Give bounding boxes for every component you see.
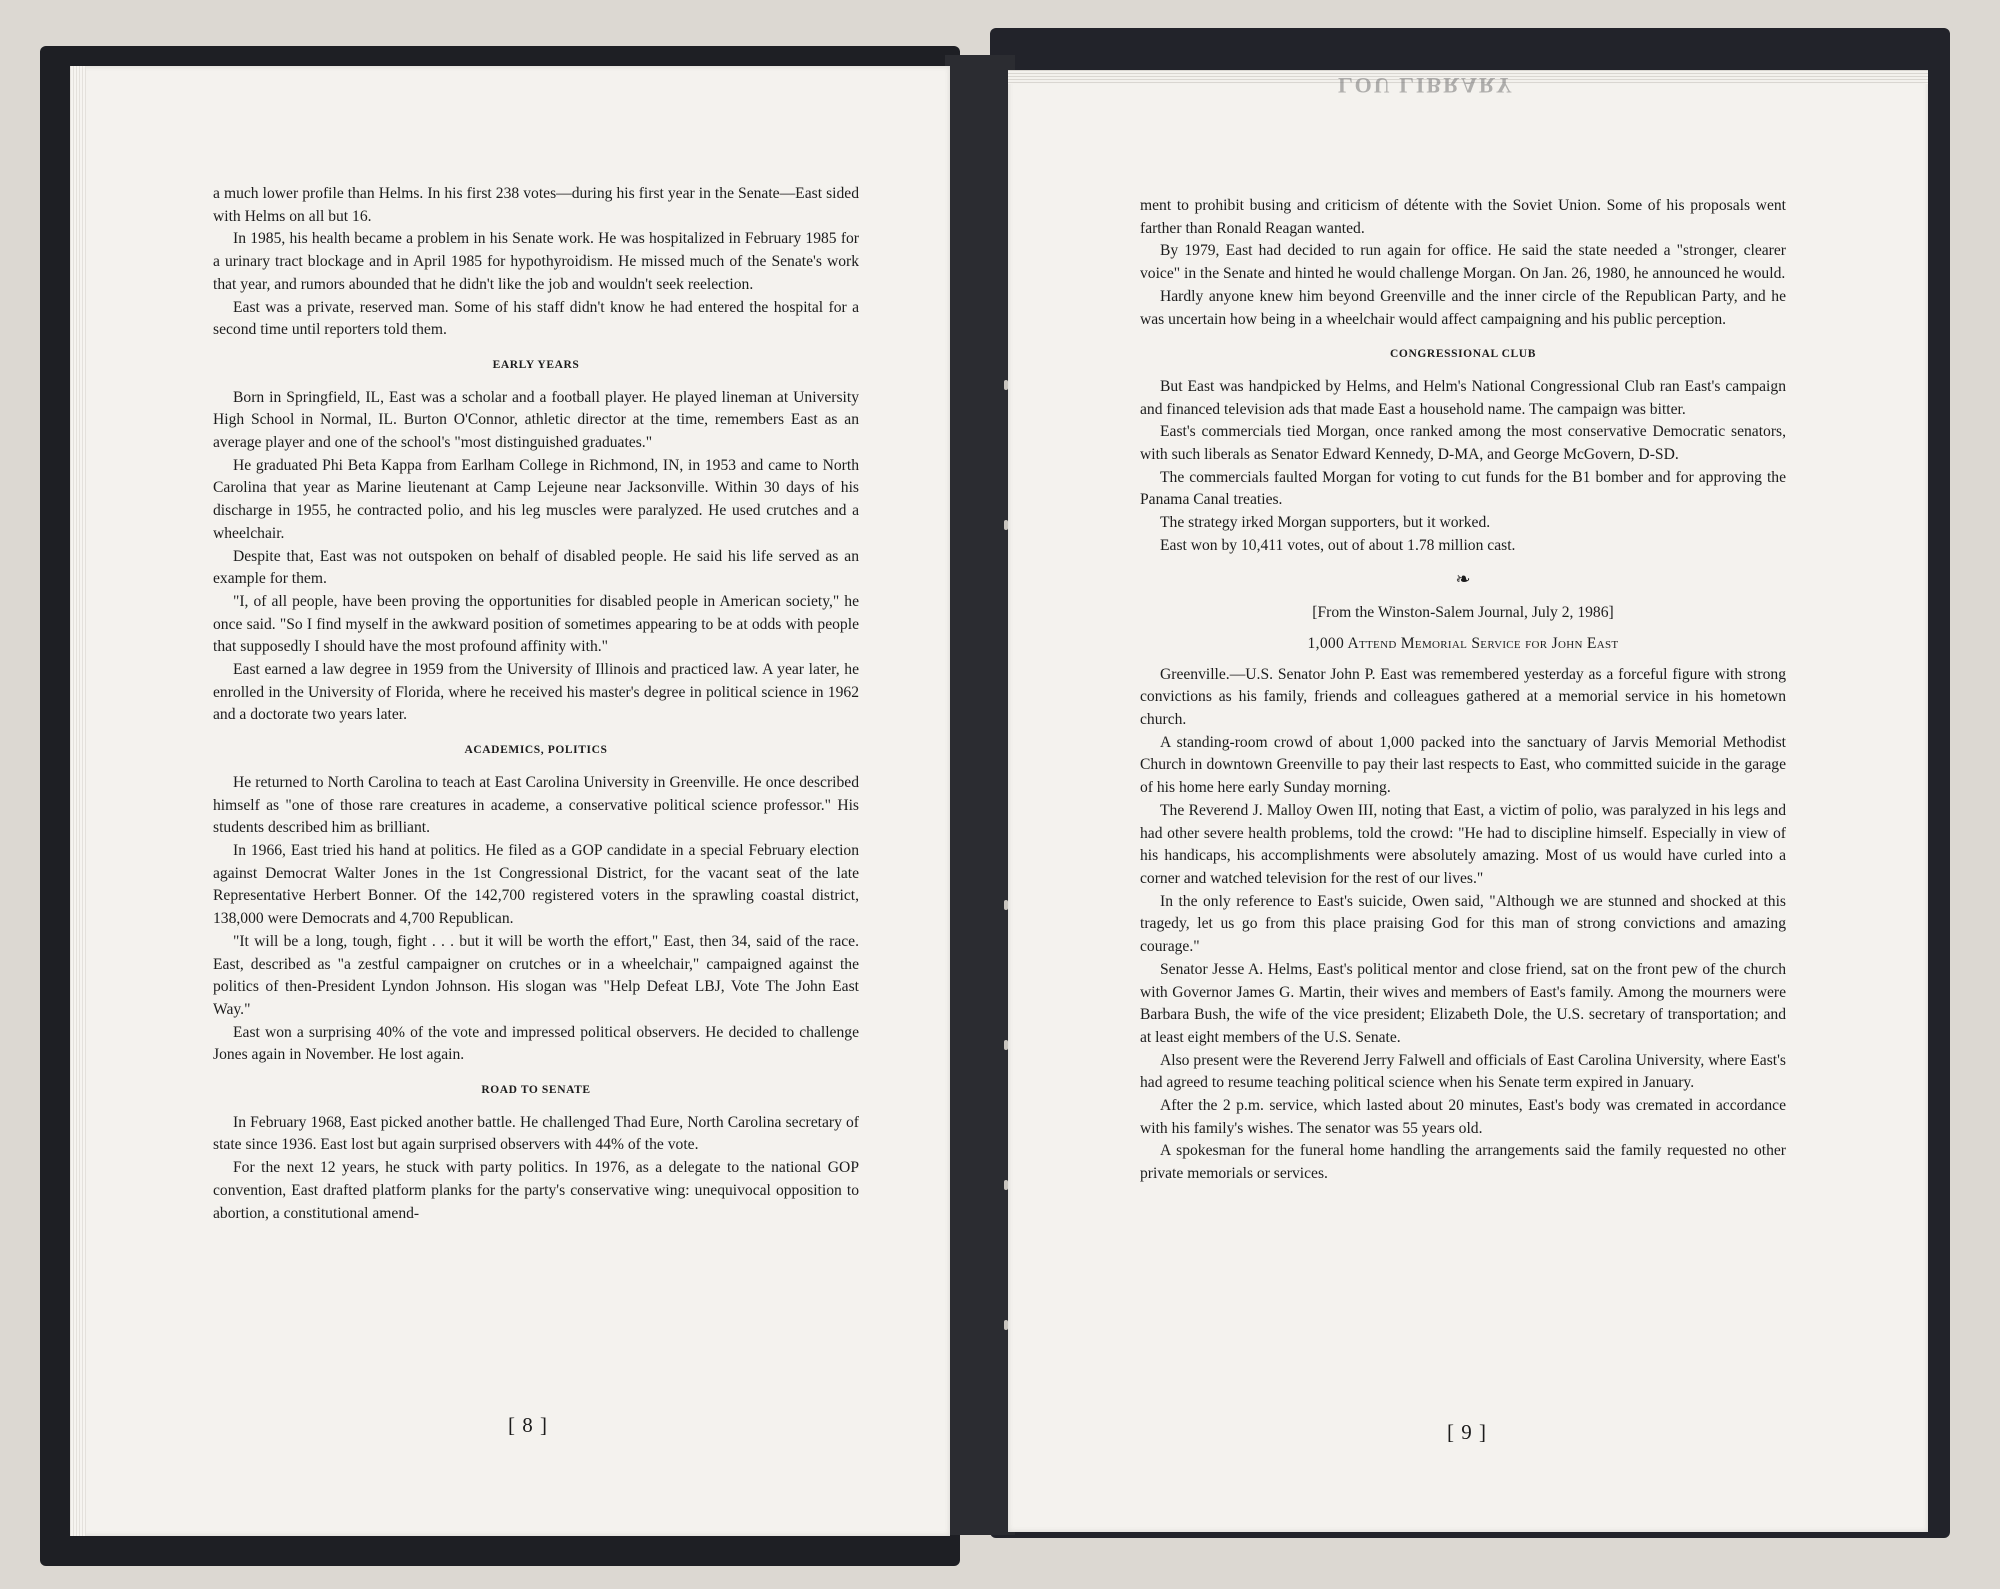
section-heading: CONGRESSIONAL CLUB (1390, 348, 1536, 361)
paragraph: East won a surprising 40% of the vote and impressed political observers. He decided to challenge Jones again in November. He lost again. (213, 1023, 859, 1064)
page-number-right: [ 9 ] (1447, 1420, 1487, 1444)
section-heading: EARLY YEARS (492, 358, 580, 371)
paragraph: He graduated Phi Beta Kappa from Earlham College in Richmond, IN, in 1953 and came to North Carolina that year as Marine lieutenant at Camp Lejeune near Jacksonville. Within 30 days of his discharge in 1955, he contracted polio, and his leg muscles were paralyzed. He used crutches and a wheelchair. (213, 456, 859, 542)
paragraph: By 1979, East had decided to run again for office. He said the state needed a "stronger, clearer voice" in the Senate and hinted he would challenge Morgan. On Jan. 26, 1980, he announced he would. (1140, 242, 1786, 283)
paragraph: In February 1968, East picked another battle. He challenged Thad Eure, North Carolina secretary of state since 1936. East lost but again surprised observers with 44% of the vote. (213, 1113, 859, 1154)
ornament-divider: ❧ (1455, 568, 1471, 589)
right-page-text-column (1140, 195, 1786, 1186)
paragraph: a much lower profile than Helms. In his first 238 votes—during his first year in the Senate—East sided with Helms on all but 16. (213, 185, 859, 225)
paragraph: In 1966, East tried his hand at politics. He filed as a GOP candidate in a special February election against Democrat Walter Jones in the 1st Congressional District, for the vacant seat of the late Representative Herbert Bonner. Of the 142,700 registered voters in the sprawling coastal district, 138,000 were Democrats and 4,700 Republican. (213, 841, 859, 928)
paragraph: For the next 12 years, he stuck with party politics. In 1976, as a delegate to the national GOP convention, East drafted platform planks for the party's conservative wing: unequivocal opposition to abortion, a constitutional amend- (213, 1159, 859, 1222)
paragraph: "It will be a long, tough, fight . . . but it will be worth the effort," East, then 34, said of the race. East, described as "a zestful campaigner on crutches or in a wheelchair," campaigned against the politics of then-President Lyndon Johnson. His slogan was "Help Defeat LBJ, Vote The John East Way." (213, 932, 859, 1018)
paragraph: After the 2 p.m. service, which lasted about 20 minutes, East's body was cremated in accordance with his family's wishes. The senator was 55 years old. (1140, 1097, 1786, 1137)
source-citation: [From the Winston-Salem Journal, July 2, 1986] (1312, 604, 1614, 622)
paragraph: The Reverend J. Malloy Owen III, noting that East, a victim of polio, was paralyzed in his legs and had other severe health problems, told the crowd: "He had to discipline himself. Especially in view of his handicaps, his accomplishments were absolutely amazing. Most of us would have curled into a corner and watched television for the rest of our lives." (1140, 801, 1786, 887)
paragraph: ment to prohibit busing and criticism of détente with the Soviet Union. Some of his proposals went farther than Ronald Reagan wanted. (1140, 197, 1786, 237)
paragraph: Despite that, East was not outspoken on behalf of disabled people. He said his life served as an example for them. (213, 547, 859, 588)
section-heading: ROAD TO SENATE (481, 1084, 591, 1097)
paragraph: "I, of all people, have been proving the opportunities for disabled people in American society," he once said. "So I find myself in the awkward position of sometimes appearing to be at odds with people that supposedly I should have the most profound affinity with." (213, 592, 859, 656)
paragraph: He returned to North Carolina to teach at East Carolina University in Greenville. He once described himself as "one of those rare creatures in academe, a conservative political science professor." His students described him as brilliant. (213, 773, 859, 837)
paragraph: Senator Jesse A. Helms, East's political mentor and close friend, sat on the front pew of the church with Governor James G. Martin, their wives and members of East's family. Among the mourners were Barbara Bush, the wife of the vice president; Elizabeth Dole, the U.S. secretary of transportation; and at least eight members of the U.S. Senate. (1140, 960, 1786, 1046)
paragraph: In 1985, his health became a problem in his Senate work. He was hospitalized in February 1985 for a urinary tract blockage and in April 1985 for hypothyroidism. He missed much of the Senate's work that year, and rumors abounded that he didn't like the job and wouldn't seek reelection. (213, 230, 859, 293)
paragraph: Born in Springfield, IL, East was a scholar and a football player. He played lineman at University High School in Normal, IL. Burton O'Connor, athletic director at the time, remembers East as an average player and one of the school's "most distinguished graduates." (213, 388, 859, 452)
page-number-left: [ 8 ] (508, 1413, 548, 1437)
section-heading: ACADEMICS, POLITICS (464, 744, 608, 757)
paragraph: The strategy irked Morgan supporters, but it worked. (1160, 514, 1491, 532)
paragraph: Also present were the Reverend Jerry Falwell and officials of East Carolina University, where East's had agreed to resume teaching political science when his Senate term expired in January. (1140, 1051, 1786, 1092)
book-spine (945, 55, 1015, 1535)
paragraph: A spokesman for the funeral home handling the arrangements said the family requested no other private memorials or services. (1140, 1142, 1786, 1183)
paragraph: A standing-room crowd of about 1,000 packed into the sanctuary of Jarvis Memorial Methodist Church in downtown Greenville to pay their last respects to East, who committed suicide in the garage of his home here early Sunday morning. (1140, 733, 1786, 797)
paragraph: Greenville.—U.S. Senator John P. East was remembered yesterday as a forceful figure with strong convictions as his family, friends and colleagues gathered at a memorial service in his hometown church. (1140, 665, 1786, 729)
article-headline: 1,000 Attend Memorial Service for John East (1307, 634, 1619, 652)
bleed-through-text: LOU LIBRARY (1338, 73, 1514, 98)
left-page-text-column (213, 183, 859, 1225)
left-page-edges (70, 66, 86, 1536)
paragraph: East won by 10,411 votes, out of about 1.78 million cast. (1160, 536, 1516, 554)
paragraph: The commercials faulted Morgan for voting to cut funds for the B1 bomber and for approving the Panama Canal treaties. (1140, 468, 1786, 509)
paragraph: East was a private, reserved man. Some of his staff didn't know he had entered the hospital for a second time until reporters told them. (213, 298, 859, 339)
paragraph: But East was handpicked by Helms, and Helm's National Congressional Club ran East's campaign and financed television ads that made East a household name. The campaign was bitter. (1140, 377, 1786, 418)
paragraph: In the only reference to East's suicide, Owen said, "Although we are stunned and shocked at this tragedy, let us go from this place praising God for this man of strong convictions and amazing courage." (1140, 892, 1786, 956)
paragraph: Hardly anyone knew him beyond Greenville and the inner circle of the Republican Party, and he was uncertain how being in a wheelchair would affect campaigning and his public perception. (1140, 287, 1786, 328)
paragraph: East's commercials tied Morgan, once ranked among the most conservative Democratic senators, with such liberals as Senator Edward Kennedy, D-MA, and George McGovern, D-SD. (1140, 423, 1786, 464)
paragraph: East earned a law degree in 1959 from the University of Illinois and practiced law. A year later, he enrolled in the University of Florida, where he received his master's degree in political science in 1962 and a doctorate two years later. (213, 661, 859, 724)
